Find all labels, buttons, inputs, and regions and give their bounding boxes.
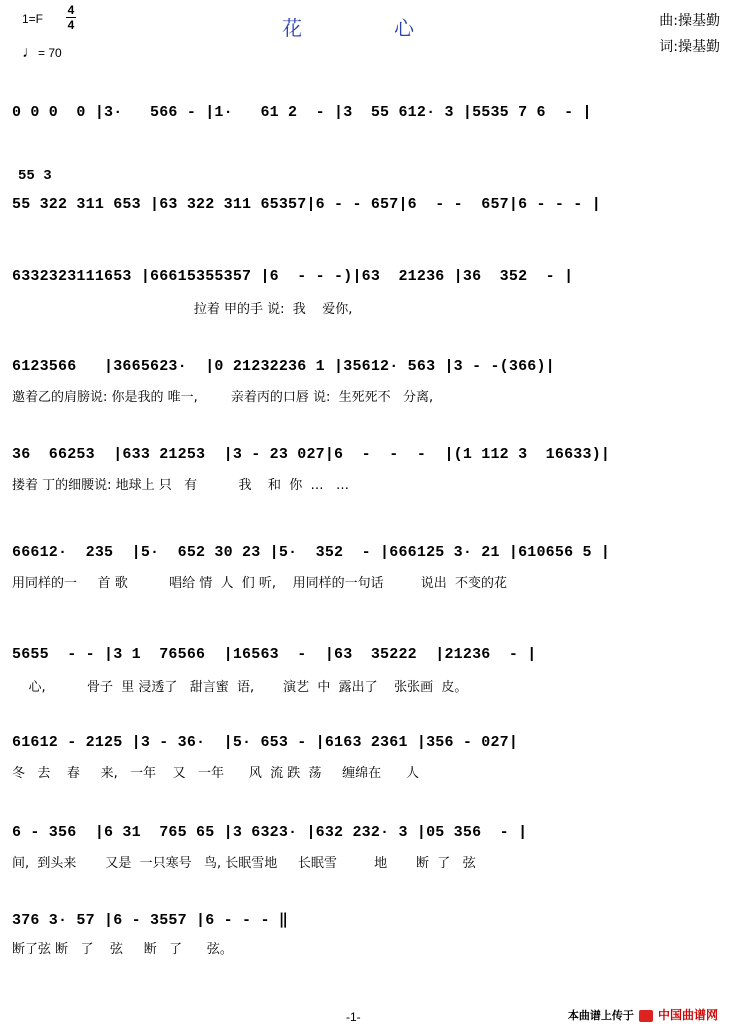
time-signature (66, 4, 76, 31)
site-footer (568, 1006, 718, 1023)
score-system-9 (12, 824, 724, 874)
lyric-line: 用同样的一 首 歌 唱给 情 人 们 听, 用同样的一句话 说出 不变的花 (12, 576, 508, 591)
notation-line: 0 0 0 0 |3· 566 - |1· 61 2 - |3 55 612· 3 |5535 7 6 - | (12, 104, 592, 121)
lyric-line: 心, 骨子 里 浸透了 甜言蜜 语, 演艺 中 露出了 张张画 皮。 (12, 680, 468, 695)
tempo-mark (22, 44, 62, 62)
site-logo-icon (639, 1010, 653, 1022)
score-system-3 (12, 268, 724, 318)
meter-top: 4 (67, 3, 75, 17)
notation-line: 36 66253 |633 21253 |3 - 23 027|6 - - - |(1 112 3 16633)| (12, 446, 611, 463)
title-char-2: 心 (394, 16, 414, 40)
lyric-line: 冬 去 春 来, 一年 又 一年 风 流 跌 荡 缠绵在 人 (12, 766, 419, 781)
site-brand: 中国曲谱网 (657, 1008, 718, 1022)
lyric-line: 间, 到头来 又是 一只寒号 鸟, 长眠雪地 长眠雪 地 断 了 弦 (12, 856, 476, 871)
score-system-6 (12, 544, 724, 594)
notation-line: 6332323111653 |66615355357 |6 - - -)|63 21236 |36 352 - | (12, 268, 574, 285)
title-char-1: 花 (282, 16, 302, 40)
score-system-7 (12, 646, 724, 696)
notation-line: 61612 - 2125 |3 - 36· |5· 653 - |6163 2361 |356 - 027| (12, 734, 519, 751)
tempo-value: = 70 (38, 46, 62, 60)
notation-line: 6 - 356 |6 31 765 65 |3 6323· |632 232· 3 |05 356 - | (12, 824, 528, 841)
lyric-line: 搂着 丁的细腰说: 地球上 只 有 我 和 你 … … (12, 478, 349, 493)
score-system-10 (12, 910, 724, 960)
notation-line: 66612· 235 |5· 652 30 23 |5· 352 - |666125 3· 21 |610656 5 | (12, 544, 611, 561)
lyricist-credit: 词:操基勤 (659, 39, 720, 55)
notation-line: 5655 - - |3 1 76566 |16563 - |63 35222 |21236 - | (12, 646, 537, 663)
score-system-2 (12, 168, 724, 218)
upload-text: 本曲谱上传于 (567, 1010, 634, 1022)
notation-line: 376 3· 57 |6 - 3557 |6 - - - ‖ (12, 912, 289, 929)
score-system-8 (12, 734, 724, 784)
score-system-1 (12, 104, 724, 134)
score-system-4 (12, 358, 724, 408)
notation-line: 55 322 311 653 |63 322 311 65357|6 - - 657|6 - - 657|6 - - - | (12, 196, 601, 213)
meter-bottom: 4 (67, 18, 75, 32)
notation-line: 6123566 |3665623· |0 21232236 1 |35612· 563 |3 - -(366)| (12, 358, 555, 375)
composer-credit: 曲:操基勤 (659, 13, 720, 29)
quarter-note-icon: ♩ (22, 44, 38, 61)
small-notes-prefix: 55 3 (18, 168, 52, 184)
score-system-5 (12, 446, 724, 496)
key-signature: 1=F (22, 12, 44, 26)
page-number: -1- (346, 1010, 361, 1024)
lyric-line: 断了弦 断 了 弦 断 了 弦。 (12, 942, 233, 957)
lyric-line: 邀着乙的肩膀说: 你是我的 唯一, 亲着丙的口唇 说: 生死死不 分离, (12, 390, 434, 405)
lyric-line: 拉着 甲的手 说: 我 爱你, (12, 302, 353, 317)
song-title (282, 12, 414, 41)
